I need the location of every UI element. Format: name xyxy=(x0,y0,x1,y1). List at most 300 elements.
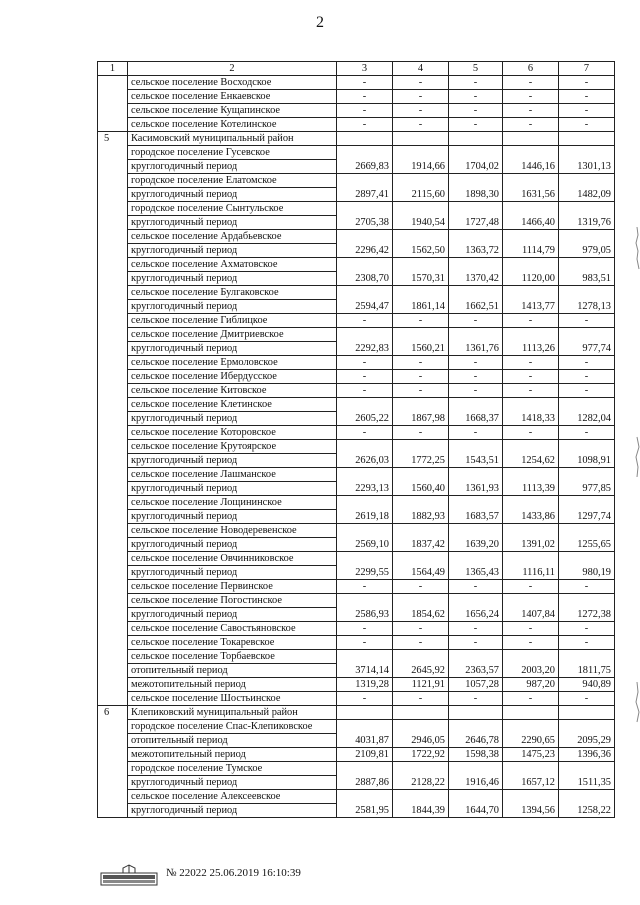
value-cell: 2128,22 xyxy=(393,776,449,790)
header-cell: 5 xyxy=(449,62,503,76)
value-cell: 2594,47 xyxy=(337,300,393,314)
empty-cell xyxy=(503,440,559,454)
row-label-cell: круглогодичный период xyxy=(128,538,337,552)
table-row xyxy=(98,384,615,398)
value-cell: - xyxy=(337,384,393,398)
value-cell: 1466,40 xyxy=(503,216,559,230)
empty-cell xyxy=(393,286,449,300)
table-row xyxy=(98,244,615,258)
table-row xyxy=(98,426,615,440)
row-number-cell xyxy=(98,356,128,370)
row-number-cell xyxy=(98,636,128,650)
row-label-cell: сельское поселение Савостьяновское xyxy=(128,622,337,636)
value-cell: 1570,31 xyxy=(393,272,449,286)
table-row xyxy=(98,720,615,734)
value-cell: 1560,21 xyxy=(393,342,449,356)
value-cell: - xyxy=(393,636,449,650)
row-number-cell xyxy=(98,216,128,230)
value-cell: 2705,38 xyxy=(337,216,393,230)
row-label-cell: сельское поселение Ибердусское xyxy=(128,370,337,384)
row-label-cell: сельское поселение Новодеревенское xyxy=(128,524,337,538)
value-cell: - xyxy=(559,384,615,398)
row-label-cell: сельское поселение Гиблицкое xyxy=(128,314,337,328)
value-cell: 2946,05 xyxy=(393,734,449,748)
value-cell: - xyxy=(337,356,393,370)
value-cell: 980,19 xyxy=(559,566,615,580)
value-cell: 1475,23 xyxy=(503,748,559,762)
empty-cell xyxy=(559,202,615,216)
row-number-cell xyxy=(98,622,128,636)
empty-cell xyxy=(449,202,503,216)
value-cell: 2299,55 xyxy=(337,566,393,580)
empty-cell xyxy=(503,790,559,804)
row-number-cell xyxy=(98,762,128,776)
row-label-cell: круглогодичный период xyxy=(128,608,337,622)
table-row xyxy=(98,538,615,552)
value-cell: - xyxy=(393,622,449,636)
empty-cell xyxy=(393,496,449,510)
table-row xyxy=(98,104,615,118)
header-cell: 4 xyxy=(393,62,449,76)
table-row xyxy=(98,594,615,608)
table-row xyxy=(98,230,615,244)
value-cell: - xyxy=(503,384,559,398)
empty-cell xyxy=(337,132,393,146)
value-cell: 1914,66 xyxy=(393,160,449,174)
value-cell: 1319,76 xyxy=(559,216,615,230)
value-cell: - xyxy=(393,314,449,328)
empty-cell xyxy=(559,496,615,510)
value-cell: 1057,28 xyxy=(449,678,503,692)
value-cell: - xyxy=(393,118,449,132)
value-cell: - xyxy=(393,426,449,440)
value-cell: 1120,00 xyxy=(503,272,559,286)
row-label-cell: круглогодичный период xyxy=(128,160,337,174)
table-row xyxy=(98,776,615,790)
empty-cell xyxy=(337,496,393,510)
value-cell: - xyxy=(449,370,503,384)
value-cell: 2581,95 xyxy=(337,804,393,818)
value-cell: 977,85 xyxy=(559,482,615,496)
row-label-cell: круглогодичный период xyxy=(128,342,337,356)
value-cell: - xyxy=(337,118,393,132)
table-row xyxy=(98,314,615,328)
row-label-cell: круглогодичный период xyxy=(128,244,337,258)
row-number-cell xyxy=(98,160,128,174)
value-cell: - xyxy=(559,356,615,370)
value-cell: - xyxy=(449,384,503,398)
empty-cell xyxy=(337,790,393,804)
value-cell: 1258,22 xyxy=(559,804,615,818)
row-label-cell: сельское поселение Шостьинское xyxy=(128,692,337,706)
empty-cell xyxy=(503,258,559,272)
row-label-cell: круглогодичный период xyxy=(128,482,337,496)
row-label-cell: круглогодичный период xyxy=(128,804,337,818)
row-number-cell xyxy=(98,314,128,328)
empty-cell xyxy=(393,230,449,244)
table-row xyxy=(98,300,615,314)
value-cell: 1370,42 xyxy=(449,272,503,286)
row-number-cell xyxy=(98,776,128,790)
value-cell: - xyxy=(503,76,559,90)
value-cell: - xyxy=(559,622,615,636)
empty-cell xyxy=(449,440,503,454)
row-number-cell xyxy=(98,426,128,440)
table-body xyxy=(98,76,615,818)
empty-cell xyxy=(503,468,559,482)
empty-cell xyxy=(337,552,393,566)
value-cell: - xyxy=(337,314,393,328)
value-cell: 1098,91 xyxy=(559,454,615,468)
value-cell: 1631,56 xyxy=(503,188,559,202)
row-number-cell xyxy=(98,202,128,216)
value-cell: - xyxy=(449,356,503,370)
value-cell: - xyxy=(503,692,559,706)
table-row xyxy=(98,370,615,384)
row-number-cell xyxy=(98,664,128,678)
row-label-cell: сельское поселение Которовское xyxy=(128,426,337,440)
value-cell: 4031,87 xyxy=(337,734,393,748)
row-number-cell xyxy=(98,258,128,272)
value-cell: 2645,92 xyxy=(393,664,449,678)
row-label-cell: сельское поселение Дмитриевское xyxy=(128,328,337,342)
empty-cell xyxy=(337,328,393,342)
row-label-cell: отопительный период xyxy=(128,664,337,678)
value-cell: 979,05 xyxy=(559,244,615,258)
empty-cell xyxy=(503,398,559,412)
empty-cell xyxy=(393,440,449,454)
row-label-cell: круглогодичный период xyxy=(128,566,337,580)
empty-cell xyxy=(559,650,615,664)
value-cell: 3714,14 xyxy=(337,664,393,678)
empty-cell xyxy=(559,174,615,188)
value-cell: 1562,50 xyxy=(393,244,449,258)
table-row xyxy=(98,580,615,594)
empty-cell xyxy=(559,552,615,566)
row-number-cell xyxy=(98,90,128,104)
value-cell: 1564,49 xyxy=(393,566,449,580)
empty-cell xyxy=(503,174,559,188)
value-cell: - xyxy=(503,580,559,594)
row-label-cell: сельское поселение Енкаевское xyxy=(128,90,337,104)
table-row xyxy=(98,650,615,664)
empty-cell xyxy=(503,594,559,608)
table-row xyxy=(98,524,615,538)
value-cell: - xyxy=(393,370,449,384)
value-cell: 2109,81 xyxy=(337,748,393,762)
header-cell: 6 xyxy=(503,62,559,76)
empty-cell xyxy=(393,258,449,272)
row-number-cell xyxy=(98,538,128,552)
row-label-cell: круглогодичный период xyxy=(128,188,337,202)
table-row xyxy=(98,482,615,496)
empty-cell xyxy=(559,468,615,482)
empty-cell xyxy=(503,706,559,720)
table-row xyxy=(98,622,615,636)
archive-stamp-icon xyxy=(100,864,158,886)
row-number-cell: 5 xyxy=(98,132,128,146)
value-cell: 1413,77 xyxy=(503,300,559,314)
row-number-cell xyxy=(98,734,128,748)
value-cell: 1301,13 xyxy=(559,160,615,174)
empty-cell xyxy=(337,174,393,188)
value-cell: 1255,65 xyxy=(559,538,615,552)
value-cell: - xyxy=(337,622,393,636)
empty-cell xyxy=(449,258,503,272)
value-cell: 1297,74 xyxy=(559,510,615,524)
row-number-cell xyxy=(98,608,128,622)
value-cell: 1418,33 xyxy=(503,412,559,426)
value-cell: - xyxy=(337,692,393,706)
row-label-cell: Касимовский муниципальный район xyxy=(128,132,337,146)
value-cell: - xyxy=(449,636,503,650)
value-cell: 940,89 xyxy=(559,678,615,692)
value-cell: - xyxy=(337,370,393,384)
empty-cell xyxy=(337,146,393,160)
row-number-cell xyxy=(98,272,128,286)
value-cell: 1639,20 xyxy=(449,538,503,552)
table-row xyxy=(98,678,615,692)
empty-cell xyxy=(503,762,559,776)
row-number-cell xyxy=(98,118,128,132)
row-number-cell xyxy=(98,566,128,580)
row-label-cell: городское поселение Гусевское xyxy=(128,146,337,160)
row-label-cell: городское поселение Елатомское xyxy=(128,174,337,188)
value-cell: 2296,42 xyxy=(337,244,393,258)
value-cell: 1113,39 xyxy=(503,482,559,496)
row-number-cell xyxy=(98,244,128,258)
empty-cell xyxy=(393,706,449,720)
value-cell: 1433,86 xyxy=(503,510,559,524)
value-cell: 2003,20 xyxy=(503,664,559,678)
row-label-cell: круглогодичный период xyxy=(128,412,337,426)
value-cell: 2292,83 xyxy=(337,342,393,356)
empty-cell xyxy=(393,552,449,566)
value-cell: 1727,48 xyxy=(449,216,503,230)
empty-cell xyxy=(559,706,615,720)
value-cell: 1940,54 xyxy=(393,216,449,230)
value-cell: 987,20 xyxy=(503,678,559,692)
row-number-cell xyxy=(98,594,128,608)
row-number-cell xyxy=(98,398,128,412)
row-label-cell: круглогодичный период xyxy=(128,776,337,790)
value-cell: 1396,36 xyxy=(559,748,615,762)
empty-cell xyxy=(449,496,503,510)
value-cell: 1854,62 xyxy=(393,608,449,622)
table-header-row xyxy=(98,62,615,76)
value-cell: - xyxy=(449,426,503,440)
value-cell: - xyxy=(449,118,503,132)
value-cell: 1861,14 xyxy=(393,300,449,314)
empty-cell xyxy=(337,468,393,482)
table-row xyxy=(98,566,615,580)
value-cell: 1811,75 xyxy=(559,664,615,678)
row-number-cell: 6 xyxy=(98,706,128,720)
table-row xyxy=(98,398,615,412)
table-row xyxy=(98,468,615,482)
row-label-cell: сельское поселение Ахматовское xyxy=(128,258,337,272)
row-number-cell xyxy=(98,328,128,342)
value-cell: 2293,13 xyxy=(337,482,393,496)
value-cell: - xyxy=(559,76,615,90)
empty-cell xyxy=(449,552,503,566)
row-label-cell: круглогодичный период xyxy=(128,272,337,286)
table-row xyxy=(98,734,615,748)
empty-cell xyxy=(449,328,503,342)
scan-artifact-icon xyxy=(634,225,640,275)
row-number-cell xyxy=(98,188,128,202)
value-cell: - xyxy=(393,356,449,370)
value-cell: 1722,92 xyxy=(393,748,449,762)
empty-cell xyxy=(503,650,559,664)
row-number-cell xyxy=(98,146,128,160)
row-number-cell xyxy=(98,804,128,818)
table-row xyxy=(98,454,615,468)
value-cell: - xyxy=(559,580,615,594)
table-row xyxy=(98,216,615,230)
value-cell: - xyxy=(503,90,559,104)
value-cell: 1482,09 xyxy=(559,188,615,202)
value-cell: - xyxy=(337,580,393,594)
page-number: 2 xyxy=(316,14,324,31)
table-row xyxy=(98,146,615,160)
row-label-cell: Клепиковский муниципальный район xyxy=(128,706,337,720)
value-cell: - xyxy=(449,76,503,90)
empty-cell xyxy=(393,132,449,146)
value-cell: 1391,02 xyxy=(503,538,559,552)
value-cell: 1844,39 xyxy=(393,804,449,818)
row-number-cell xyxy=(98,412,128,426)
row-label-cell: городское поселение Спас-Клепиковское xyxy=(128,720,337,734)
value-cell: 1365,43 xyxy=(449,566,503,580)
value-cell: 1121,91 xyxy=(393,678,449,692)
empty-cell xyxy=(559,440,615,454)
value-cell: 1278,13 xyxy=(559,300,615,314)
row-label-cell: сельское поселение Первинское xyxy=(128,580,337,594)
value-cell: 2586,93 xyxy=(337,608,393,622)
value-cell: 1113,26 xyxy=(503,342,559,356)
row-number-cell xyxy=(98,286,128,300)
empty-cell xyxy=(449,132,503,146)
scan-edge-mark xyxy=(634,435,640,480)
value-cell: - xyxy=(559,314,615,328)
empty-cell xyxy=(337,258,393,272)
row-number-cell xyxy=(98,496,128,510)
value-cell: - xyxy=(393,104,449,118)
empty-cell xyxy=(393,468,449,482)
value-cell: 1662,51 xyxy=(449,300,503,314)
empty-cell xyxy=(449,650,503,664)
row-number-cell xyxy=(98,174,128,188)
row-label-cell: сельское поселение Токаревское xyxy=(128,636,337,650)
value-cell: 1272,38 xyxy=(559,608,615,622)
empty-cell xyxy=(393,328,449,342)
empty-cell xyxy=(449,230,503,244)
value-cell: 977,74 xyxy=(559,342,615,356)
empty-cell xyxy=(503,146,559,160)
empty-cell xyxy=(559,146,615,160)
row-label-cell: сельское поселение Булгаковское xyxy=(128,286,337,300)
row-number-cell xyxy=(98,678,128,692)
empty-cell xyxy=(503,328,559,342)
value-cell: 1668,37 xyxy=(449,412,503,426)
table-row xyxy=(98,552,615,566)
value-cell: - xyxy=(449,622,503,636)
table-row xyxy=(98,160,615,174)
empty-cell xyxy=(393,174,449,188)
row-number-cell xyxy=(98,692,128,706)
row-label-cell: сельское поселение Крутоярское xyxy=(128,440,337,454)
empty-cell xyxy=(449,762,503,776)
empty-cell xyxy=(393,202,449,216)
row-label-cell: круглогодичный период xyxy=(128,454,337,468)
value-cell: - xyxy=(449,692,503,706)
value-cell: - xyxy=(559,90,615,104)
row-label-cell: сельское поселение Восходское xyxy=(128,76,337,90)
row-label-cell: сельское поселение Овчинниковское xyxy=(128,552,337,566)
empty-cell xyxy=(503,202,559,216)
table-row xyxy=(98,636,615,650)
row-number-cell xyxy=(98,384,128,398)
empty-cell xyxy=(337,230,393,244)
empty-cell xyxy=(393,398,449,412)
scan-edge-mark xyxy=(634,680,640,725)
value-cell: 1898,30 xyxy=(449,188,503,202)
value-cell: - xyxy=(337,90,393,104)
empty-cell xyxy=(337,440,393,454)
empty-cell xyxy=(559,328,615,342)
value-cell: - xyxy=(559,104,615,118)
row-label-cell: городское поселение Тумское xyxy=(128,762,337,776)
row-label-cell: межотопительный период xyxy=(128,748,337,762)
scan-artifact-icon xyxy=(634,435,640,480)
value-cell: - xyxy=(503,104,559,118)
row-label-cell: сельское поселение Китовское xyxy=(128,384,337,398)
value-cell: - xyxy=(503,118,559,132)
empty-cell xyxy=(503,230,559,244)
scan-artifact-icon xyxy=(634,680,640,725)
value-cell: 1282,04 xyxy=(559,412,615,426)
row-number-cell xyxy=(98,524,128,538)
empty-cell xyxy=(449,286,503,300)
row-number-cell xyxy=(98,748,128,762)
header-cell: 2 xyxy=(128,62,337,76)
empty-cell xyxy=(449,398,503,412)
value-cell: - xyxy=(559,118,615,132)
table-row xyxy=(98,510,615,524)
empty-cell xyxy=(337,524,393,538)
row-label-cell: сельское поселение Лощининское xyxy=(128,496,337,510)
value-cell: 1446,16 xyxy=(503,160,559,174)
value-cell: 2115,60 xyxy=(393,188,449,202)
row-number-cell xyxy=(98,790,128,804)
value-cell: - xyxy=(559,692,615,706)
row-number-cell xyxy=(98,370,128,384)
empty-cell xyxy=(559,762,615,776)
value-cell: 1361,93 xyxy=(449,482,503,496)
empty-cell xyxy=(337,762,393,776)
value-cell: - xyxy=(503,426,559,440)
empty-cell xyxy=(559,258,615,272)
empty-cell xyxy=(393,720,449,734)
row-number-cell xyxy=(98,510,128,524)
empty-cell xyxy=(393,524,449,538)
value-cell: - xyxy=(393,580,449,594)
empty-cell xyxy=(559,286,615,300)
value-cell: 1657,12 xyxy=(503,776,559,790)
row-label-cell: круглогодичный период xyxy=(128,216,337,230)
row-label-cell: отопительный период xyxy=(128,734,337,748)
